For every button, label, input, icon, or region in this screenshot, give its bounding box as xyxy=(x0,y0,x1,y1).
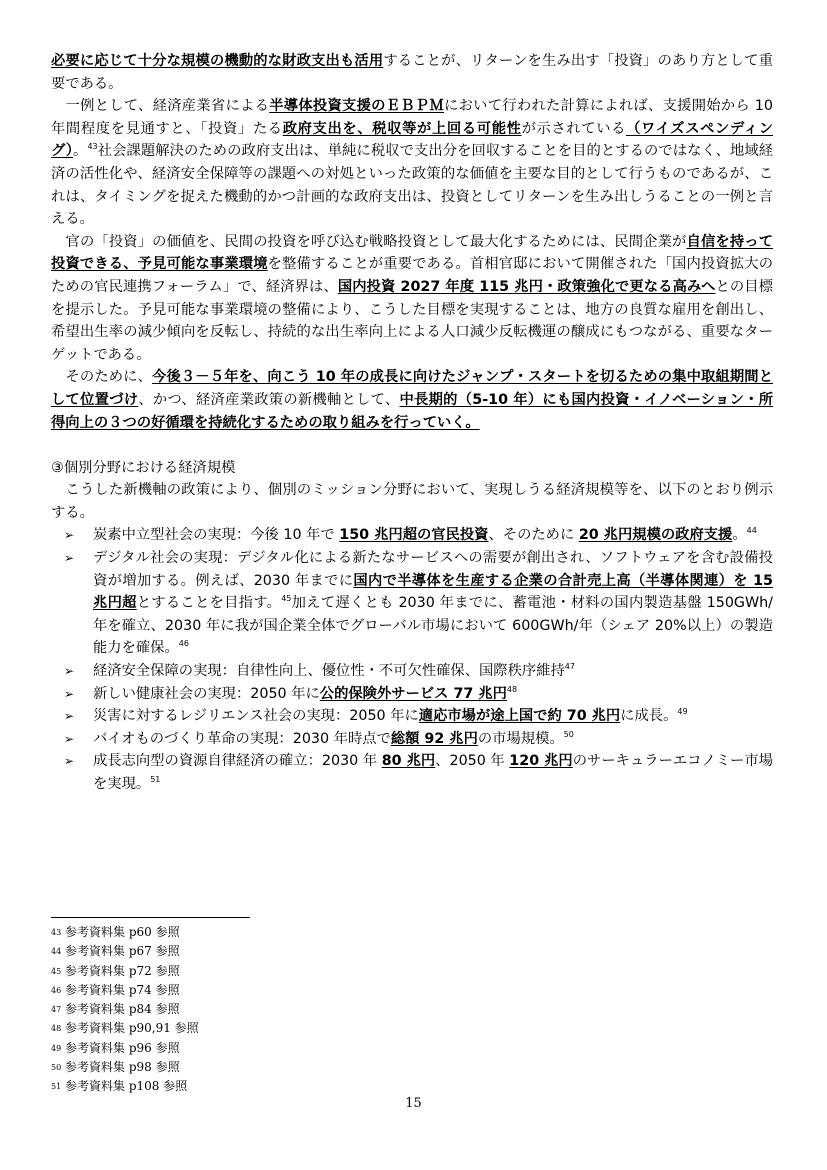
section-heading: ③個別分野における経済規模 xyxy=(51,459,236,476)
arrow-bullet-icon: ➢ xyxy=(64,528,75,543)
emphasis: 自信を持って投資できる、予見可能な事業環境 xyxy=(51,233,774,273)
emphasis: 150 兆円超の官民投資 xyxy=(339,527,489,544)
text: 。 xyxy=(732,527,747,544)
arrow-bullet-icon: ➢ xyxy=(64,686,75,701)
text: 社会課題解決のための政府支出は、単純に税収で支出分を回収することを目的とするのではなく、地域経済の活性化や、経済安全保障等の課題への対処といった政策的な価値を主要な目的として行うものであるが、これは、タイミングを捉えた機動的かつ計画的な政府支出は、投資としてリターンを生み出しうることの一例と言える。 xyxy=(51,143,774,228)
footnote-ref[interactable]: 43 xyxy=(87,142,98,152)
text: することが、リターンを生み出す「投資」のあり方として重要である。 xyxy=(51,53,774,92)
footnote-number: 50 xyxy=(51,1063,62,1073)
footnote-text: 参考資料集 p90,91 参照 xyxy=(65,1021,199,1036)
paragraph-2 xyxy=(51,95,773,231)
footnote-divider xyxy=(51,917,250,918)
emphasis: 半導体投資支援のＥＢＰＭ xyxy=(269,98,445,115)
footnote-number: 49 xyxy=(51,1043,62,1053)
page-number: 15 xyxy=(405,1096,422,1111)
footnote-ref[interactable]: 46 xyxy=(178,639,189,649)
text: を整備することが重要である。首相官邸において開催された「国内投資拡大のための官民連携フォーラム」で、経済界は、 xyxy=(51,256,774,295)
text: 経済安全保障の実現：自律性向上、優位性・不可欠性確保、国際秩序維持 xyxy=(93,663,565,680)
text: とすることを目指す。 xyxy=(136,595,282,612)
emphasis: 公的保険外サービス 77 兆円 xyxy=(319,685,507,702)
text: のサーキュラーエコノミー市場を実現。 xyxy=(93,753,774,792)
footnote xyxy=(51,1039,451,1058)
emphasis: （ワイズスペンディング） xyxy=(51,120,773,160)
footnote-text: 参考資料集 p108 参照 xyxy=(65,1079,188,1094)
footnote-text: 参考資料集 p98 参照 xyxy=(65,1060,180,1075)
text: 炭素中立型社会の実現：今後 10 年で xyxy=(93,527,340,544)
text: 、2050 年 xyxy=(435,753,510,770)
text: 新しい健康社会の実現：2050 年に xyxy=(93,685,320,702)
list-item xyxy=(51,705,773,728)
emphasis: 120 兆円 xyxy=(509,753,573,770)
footnote-number: 45 xyxy=(51,966,62,976)
text: との目標を提示した。予見可能な事業環境の整備により、こうした目標を実現することは、地方の良質な雇用を創出し、希望出生率の減少傾向を反転し、持続的な出生率向上による人口減少反転機運の醸成にもつながる、重要なターゲットである。 xyxy=(51,278,773,363)
paragraph-1 xyxy=(51,50,773,95)
text: バイオものづくり革命の実現：2030 年時点で xyxy=(93,730,391,747)
footnote-number: 48 xyxy=(51,1024,62,1034)
footnotes xyxy=(51,923,451,1097)
list-item xyxy=(51,524,773,547)
footnote-number: 51 xyxy=(51,1082,62,1092)
footnote-text: 参考資料集 p74 参照 xyxy=(65,982,180,997)
text: の市場規模。 xyxy=(477,730,564,747)
text: 成長志向型の資源自律経済の確立：2030 年 xyxy=(93,753,382,770)
body-text xyxy=(51,50,773,796)
footnote-number: 47 xyxy=(51,1005,62,1015)
text: 災害に対するレジリエンス社会の実現：2050 年に xyxy=(93,708,419,725)
footnote-ref[interactable]: 48 xyxy=(506,684,518,694)
emphasis: 20 兆円規模の政府支援 xyxy=(578,527,733,544)
footnote xyxy=(51,962,451,981)
list-item xyxy=(51,728,773,751)
arrow-bullet-icon: ➢ xyxy=(64,664,75,679)
footnote xyxy=(51,1019,451,1038)
footnote xyxy=(51,1058,451,1077)
text: デジタル社会の実現：デジタル化による新たなサービスへの需要が創出され、ソフトウェアを含む設備投資が増加する。例えば、2030 年までに xyxy=(93,550,773,589)
footnote-ref[interactable]: 50 xyxy=(563,730,574,740)
footnote-text: 参考資料集 p60 参照 xyxy=(65,925,180,939)
footnote-number: 46 xyxy=(51,985,62,995)
text: 官の「投資」の価値を、民間の投資を呼び込む戦略投資として最大化するためには、民間企業が xyxy=(65,233,687,250)
emphasis: 適応市場が途上国で約 70 兆円 xyxy=(418,708,621,725)
paragraph-4 xyxy=(51,366,773,434)
footnote-ref[interactable]: 49 xyxy=(677,707,688,717)
text: が示されている xyxy=(521,120,627,137)
bullet-list xyxy=(51,524,773,795)
footnote-text: 参考資料集 p72 参照 xyxy=(65,963,180,978)
footnote xyxy=(51,1000,451,1019)
emphasis: 80 兆円 xyxy=(381,753,436,770)
footnote-ref[interactable]: 45 xyxy=(281,594,292,604)
arrow-bullet-icon: ➢ xyxy=(64,754,75,769)
footnote xyxy=(51,923,451,942)
arrow-bullet-icon: ➢ xyxy=(64,551,75,566)
section-intro: こうした新機軸の政策により、個別のミッション分野において、実現しうる経済規模等を、以下のとおり例示する。 xyxy=(51,482,773,521)
arrow-bullet-icon: ➢ xyxy=(64,731,75,746)
text: そのために、 xyxy=(65,369,153,386)
emphasis: 総額 92 兆円 xyxy=(390,730,478,747)
footnote-text: 参考資料集 p96 参照 xyxy=(65,1040,180,1055)
emphasis: 国内投資 2027 年度 115 兆円・政策強化で更なる高みへ xyxy=(337,278,716,295)
emphasis: 中長期的（5-10 年）にも国内投資・イノベーション・所得向上の３つの好循環を持続化するための取り組みを行っていく。 xyxy=(51,391,774,431)
paragraph-3 xyxy=(51,231,773,367)
text: 加えて遅くとも 2030 年までに、蓄電池・材料の国内製造基盤 150GWh/年を確立、2030 年に我が国企業全体でグローバル市場において 600GWh/年（シェア 20%以上）の製造能力を確保。 xyxy=(93,595,774,657)
footnote xyxy=(51,1077,451,1096)
footnote-ref[interactable]: 44 xyxy=(746,526,757,536)
list-item xyxy=(51,660,773,683)
footnote-number: 44 xyxy=(51,947,62,957)
emphasis: 国内で半導体を生産する企業の合計売上高（半導体関連）を 15 兆円超 xyxy=(93,572,773,612)
list-item xyxy=(51,750,773,795)
footnote-number: 43 xyxy=(51,928,62,937)
spacer xyxy=(51,434,773,457)
text: 、そのために xyxy=(488,527,579,544)
text: に成長。 xyxy=(620,708,678,725)
text: 、かつ、経済産業政策の新機軸として、 xyxy=(138,391,400,408)
text: 一例として、経済産業省による xyxy=(65,98,270,115)
emphasis: 政府支出を、税収等が上回る可能性 xyxy=(282,120,522,137)
list-item xyxy=(51,547,773,660)
text: において行われた計算によれば、支援開始から 10 年間程度を見通すと、「投資」たる xyxy=(51,98,773,137)
text: 。 xyxy=(73,143,88,160)
footnote xyxy=(51,942,451,961)
list-item xyxy=(51,683,773,706)
footnote-ref[interactable]: 47 xyxy=(564,662,575,672)
footnote xyxy=(51,981,451,1000)
arrow-bullet-icon: ➢ xyxy=(64,709,75,724)
footnote-ref[interactable]: 51 xyxy=(150,775,161,785)
footnote-text: 参考資料集 p84 参照 xyxy=(65,1002,180,1017)
emphasis: 今後３－５年を、向こう 10 年の成長に向けたジャンプ・スタートを切るための集中取組期間として位置づけ xyxy=(51,369,773,408)
emphasis: 必要に応じて十分な規模の機動的な財政支出も活用 xyxy=(51,53,384,69)
footnote-text: 参考資料集 p67 参照 xyxy=(65,944,180,959)
